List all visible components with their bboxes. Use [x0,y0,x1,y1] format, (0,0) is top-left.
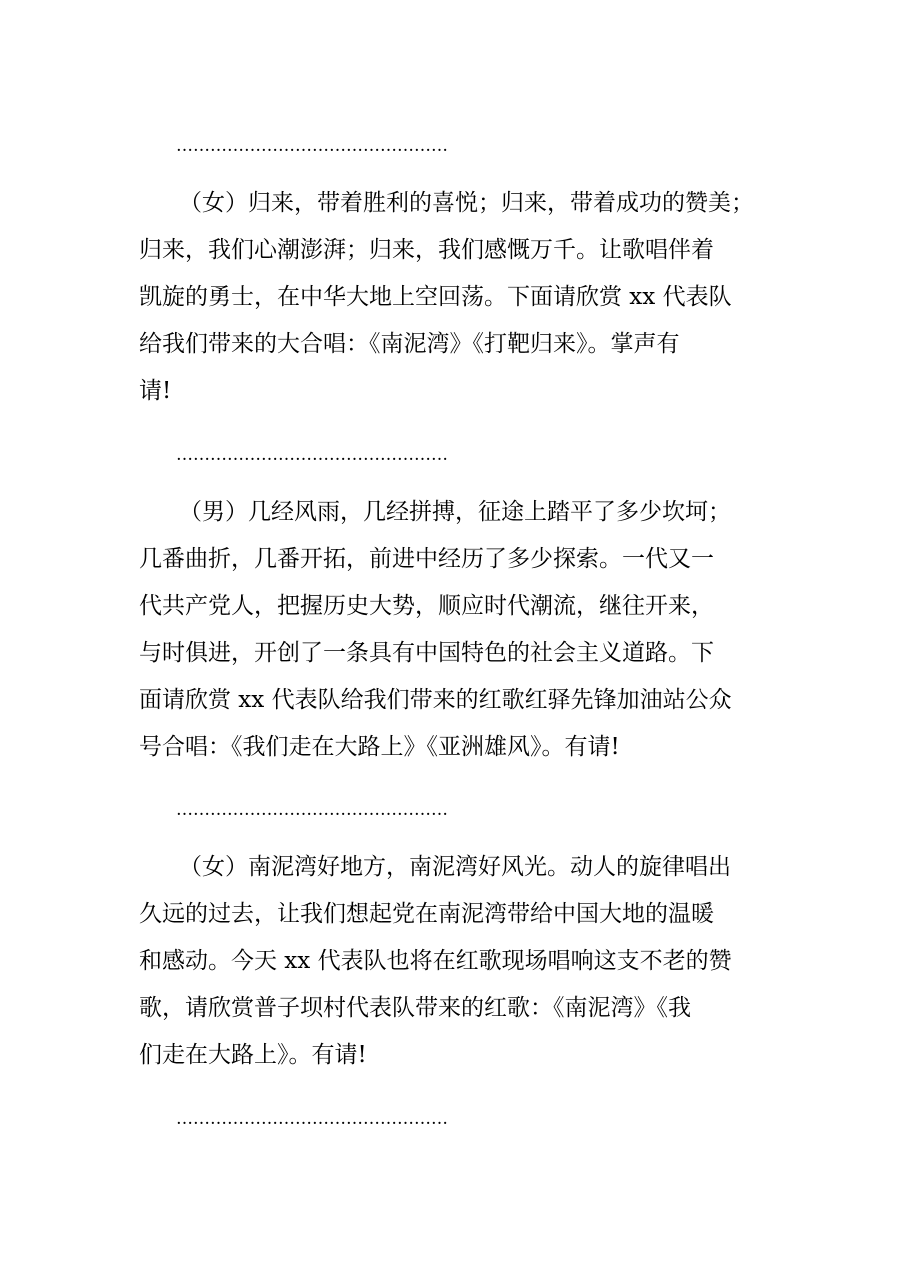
paragraph-line: 代共产党人，把握历史大势，顺应时代潮流，继往开来， [139,593,714,619]
paragraph-line: （女）归来，带着胜利的喜悦；归来，带着成功的赞美； [179,190,754,216]
paragraph-female-host-1 [139,180,779,415]
paragraph-line: 久远的过去，让我们想起党在南泥湾带给中国大地的温暖 [139,901,714,927]
paragraph-line: 归来，我们心潮澎湃；归来，我们感慨万千。让歌唱伴着 [139,237,714,263]
paragraph-female-host-2 [139,844,779,1079]
separator-dots: ………………………………………… [176,1109,448,1129]
separator-dots: ………………………………………… [176,136,448,156]
paragraph-line: 们走在大路上》。有请! [139,1042,367,1068]
paragraph-line: 号合唱：《我们走在大路上》《亚洲雄风》。有请! [139,734,620,760]
paragraph-line: 歌，请欣赏普子坝村代表队带来的红歌：《南泥湾》《我 [139,995,691,1021]
paragraph-male-host [139,489,779,771]
paragraph-line: 给我们带来的大合唱：《南泥湾》《打靶归来》。掌声有 [139,331,680,357]
paragraph-line: 和感动。今天 xx 代表队也将在红歌现场唱响这支不老的赞 [139,948,732,974]
paragraph-line: 几番曲折，几番开拓，前进中经历了多少探索。一代又一 [139,546,714,572]
paragraph-line: 请! [139,378,172,404]
paragraph-line: 与时俱进，开创了一条具有中国特色的社会主义道路。下 [139,640,714,666]
separator-dots: ………………………………………… [176,445,448,465]
paragraph-line: 面请欣赏 xx 代表队给我们带来的红歌红驿先锋加油站公众 [139,687,732,713]
separator-dots: ………………………………………… [176,800,448,820]
paragraph-line: （女）南泥湾好地方，南泥湾好风光。动人的旋律唱出 [179,854,731,880]
paragraph-line: 凯旋的勇士，在中华大地上空回荡。下面请欣赏 xx 代表队 [139,284,732,310]
paragraph-line: （男）几经风雨，几经拼搏，征途上踏平了多少坎坷； [179,499,731,525]
